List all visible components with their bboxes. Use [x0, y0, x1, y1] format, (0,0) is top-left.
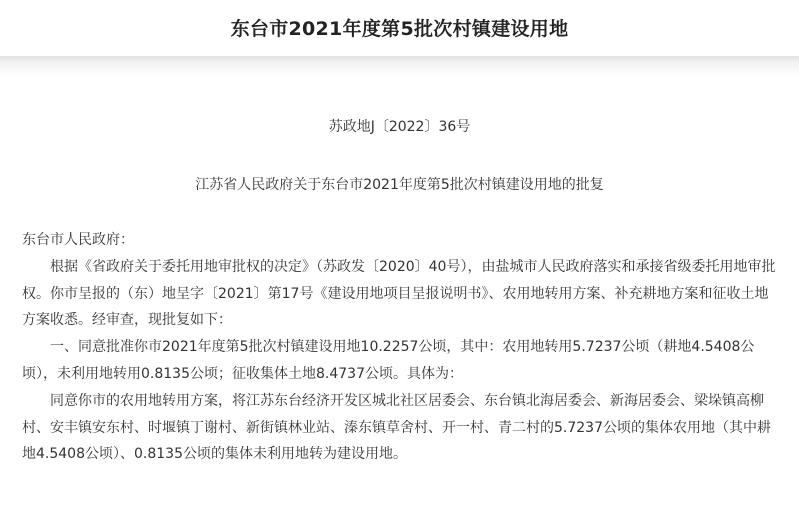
document-number: 苏政地J〔2022〕36号: [328, 119, 471, 135]
page-title: 东台市2021年度第5批次村镇建设用地: [230, 18, 569, 40]
salutation: 东台市人民政府：: [22, 232, 134, 248]
paragraph-approval: 一、同意批准你市2021年度第5批次村镇建设用地10.2257公顷，其中：农用地转用5.7237公顷（耕地4.5408公顷），未利用地转用0.8135公顷；征收集体土地8.4737公顷。具体为：: [22, 339, 755, 382]
paragraph-authority: 根据《省政府关于委托用地审批权的决定》（苏政发〔2020〕40号），由盐城市人民政府落实和承接省级委托用地审批权。你市呈报的（东）地呈字〔2021〕第17号《建设用地项目呈报说明书》、农用地转用方案、补充耕地方案和征收土地方案收悉。经审查，现批复如下：: [22, 258, 776, 329]
header-divider: [0, 56, 799, 78]
paragraph-conversion: 同意你市的农用地转用方案，将江苏东台经济开发区城北社区居委会、东台镇北海居委会、新海居委会、梁垛镇高柳村、安丰镇安东村、时堰镇丁谢村、新街镇林业站、溱东镇草舍村、开一村、青二村的5.7237公顷的集体农用地（其中耕地4.5408公顷）、0.8135公顷的集体未利用地转为建设用地。: [22, 392, 771, 463]
document-subtitle: 江苏省人民政府关于东台市2021年度第5批次村镇建设用地的批复: [195, 177, 604, 193]
document-body: [22, 227, 782, 468]
